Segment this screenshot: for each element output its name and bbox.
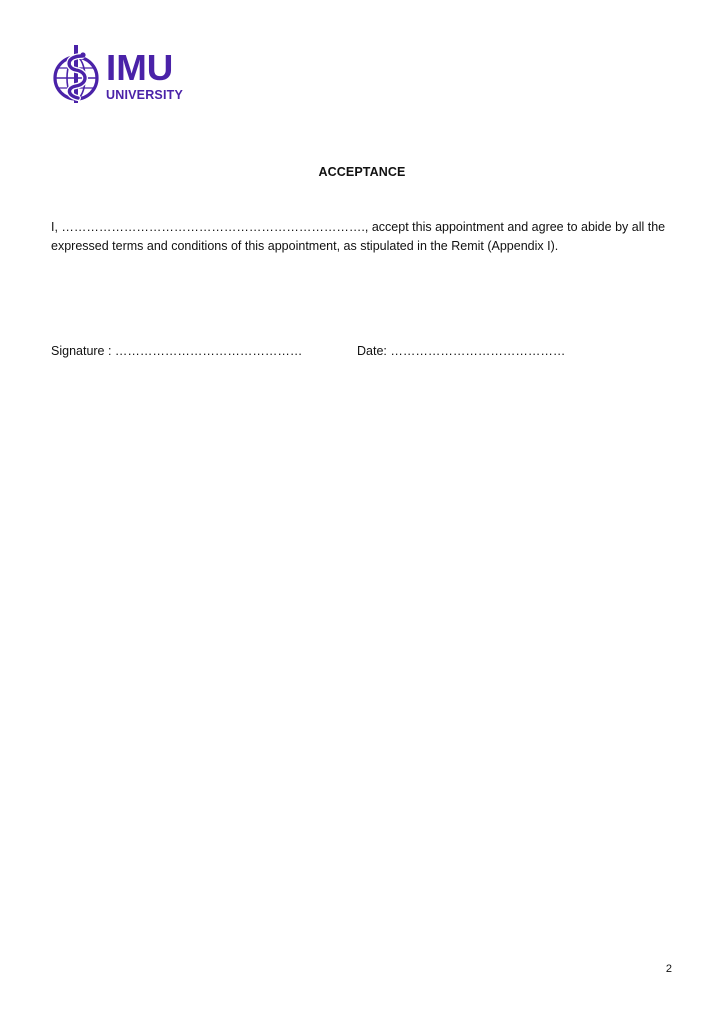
logo-wordmark [106,47,184,102]
acceptance-paragraph-line-1: I, ………………………………………………………………., accept this appointment and agree to abide by all the [51,220,666,234]
logo-main-text: IMU [106,47,174,88]
imu-university-logo [52,42,202,106]
document-heading: ACCEPTANCE [318,165,406,179]
date-field: Date: …………………………………… [357,344,566,358]
acceptance-paragraph [51,218,671,256]
imu-caduceus-globe-icon [52,42,104,106]
page-number: 2 [665,963,672,975]
signature-field: Signature : ……………………………………… [51,344,303,358]
acceptance-paragraph-line-2: expressed terms and conditions of this appointment, as stipulated in the Remit (Appendix I). [51,239,559,253]
logo-sub-text: UNIVERSITY [106,88,184,102]
